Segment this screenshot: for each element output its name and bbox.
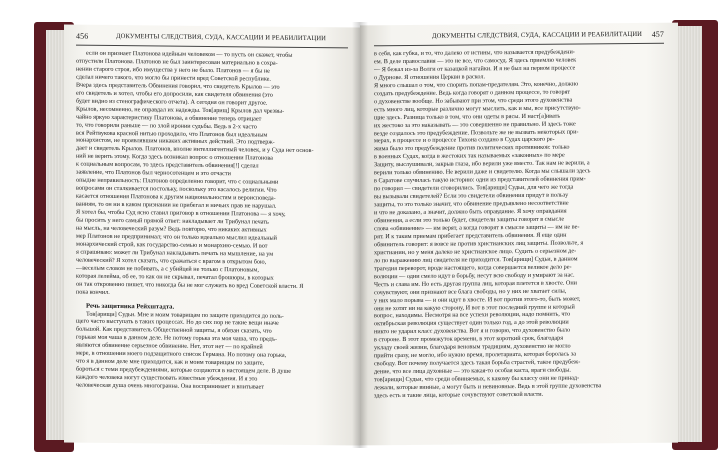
text-line: по говорил — свидетели сговорились. Тов[арищи] Судьи, для чего же тогда bbox=[374, 183, 574, 193]
text-line: к социальным вопросам, то здесь представитель обвинения[!] сделал bbox=[76, 160, 259, 170]
text-line: на мысль, на человеческий разум? Ведь повторю, что никаких активных bbox=[76, 224, 267, 234]
text-line: тов[арищи] Судьи, что среди обвиняемых, к какому бы классу они не принад- bbox=[374, 374, 580, 384]
text-line: везде создалось это предубеждение. Позвольте же не вызвать некоторых при- bbox=[374, 128, 579, 137]
text-line: христианин, но у меня далеко не христианское лицо. Судить о серьезном де- bbox=[374, 247, 577, 257]
text-line: монархистом, не проявлявшим никаких активных действий. Это подтверж- bbox=[76, 137, 275, 147]
text-line: то, что говорили раньше — по злой иронии судьбы. Ведь в 2-х часто bbox=[76, 121, 257, 131]
text-line: лежали, которые винные, а могут быть и невиновные. Ведь в этой группе духовенства bbox=[374, 382, 602, 392]
text-line: вопрос, находимы. Несмотря на все успехи революции, надо помнить, что bbox=[374, 311, 571, 320]
right-body-text bbox=[374, 48, 664, 400]
text-line: у них мало порыва — и они идут в хвосте. И вот против этого-то, быть может, bbox=[374, 295, 581, 304]
text-line: слова «обвинение» — им верят, а когда говорят в смысле защиты — им не ве- bbox=[374, 223, 580, 233]
text-line: Я хотел бы, чтобы Суд ясно ставил приговор в отношении Платонова — я хочу, bbox=[76, 208, 286, 218]
text-line: бороться с теми предубеждениями, которые создаются в настоящем деле. В душе bbox=[76, 365, 291, 375]
text-line: щие здесь. Разница только в том, что они одеты в рясы. И наст[а]ивать bbox=[374, 112, 561, 121]
text-line: Тов[арищи] Судьи. Мне и моим товарищам по защите приходится до поль- bbox=[86, 310, 284, 320]
right-page bbox=[360, 23, 678, 446]
text-line: я спрашиваю: может ли Трибунал накладывать печать на мышление, на ум bbox=[76, 248, 274, 258]
text-line: являются обвинение серьезное обвинение. Нет, этот нет — по крайней bbox=[76, 341, 263, 351]
left-body-text bbox=[76, 50, 348, 393]
text-line: если он признает Платонова идейным человеком — то пусть он скажет, чтобы bbox=[86, 49, 293, 59]
book-gutter bbox=[352, 22, 368, 448]
left-running-head bbox=[76, 31, 348, 43]
text-line: которая лелейма, об ее, то как он не скрывал, печатал брошюры, в которых bbox=[76, 272, 274, 282]
section-heading: Речь защитника Рейхштадта. bbox=[86, 302, 175, 311]
text-line: отпустили Платонова. Платонов не был заинтересован материально в сохра- bbox=[76, 57, 278, 67]
text-line: бы просить у него самый прямой ответ: накладывает ли Трибунал печать bbox=[76, 216, 269, 226]
text-line: обвинитель говорит: я вовсе не против христианских лиц защиты. Позвольте, я bbox=[374, 239, 584, 249]
text-line: пока кончил. bbox=[76, 288, 110, 296]
text-line: Вчера здесь представитель Обвинения говорил, что свидетель Крылов — это bbox=[76, 81, 280, 91]
text-line: октябрьская революция существует один только год, а до этой революции bbox=[374, 318, 569, 328]
text-line: сочувствуют, они признают все блага свободы, но у них не хватает силы, bbox=[374, 287, 567, 296]
text-line: волюции — одни смело идут в борьбу, несут всю свободу и умирают за нас. bbox=[374, 271, 575, 280]
text-line: каждого человека могут существовать известные убеждения. И я это bbox=[76, 373, 258, 383]
text-line: о духовенстве вообще. Но забывают при этом, что среди этого духовенства bbox=[374, 96, 573, 105]
text-line: горькая моя чаша в данном деле. Не потому горька эта моя чаша, что предъ- bbox=[76, 333, 278, 344]
right-page-number: 457 bbox=[651, 29, 664, 39]
text-line: здесь есть и такие лица, которые сочувствуют советской власти. bbox=[374, 390, 544, 400]
text-line: что я в данном деле мне приходится, как и моим товарищам по защите, bbox=[76, 357, 265, 367]
text-line: вопросами он сталкивается постольку, поскольку это касалось религии. Что bbox=[76, 184, 277, 194]
text-line: мерах, в процессе и о процессе Тихона создано в Судах царского ре- bbox=[374, 136, 555, 145]
right-running-head bbox=[372, 29, 664, 40]
right-header-rule bbox=[374, 43, 664, 47]
text-line: — Я бежал из-за Волги от казацкой нагайки. И я не был на первом процессе bbox=[374, 64, 576, 74]
text-line: о Дурнове. Я отношения Церкви в раскол. bbox=[374, 73, 485, 82]
text-line: Честь и слава им. Но есть другая группа лиц, которая плетется в хвосте. Они bbox=[374, 279, 577, 288]
text-line: Я много слышал о том, что спорить попам-предателям. Это, конечно, должно bbox=[374, 80, 579, 90]
text-line: укладу своей жизни, благодаря веновым традициям, духовенство не могло bbox=[374, 342, 571, 352]
text-line: дает и свидетель Крылов. Платонов, вполне интеллигентный человек, и у Суда нет основ- bbox=[76, 145, 314, 155]
left-page bbox=[64, 24, 360, 445]
left-page-number: 456 bbox=[76, 31, 89, 41]
text-line: в Саратове случилась такую историю: одни из представителей обвинения прим- bbox=[374, 175, 586, 185]
text-line: Защиту, выслушивали, закрыв глаза, ибо верили уже вместо. Так нам не верили, а bbox=[374, 159, 590, 169]
text-line: человеческая душа очень многогранна. Она воспринимает и впитывает bbox=[76, 381, 264, 391]
text-line: создать предубеждение. Ведь когда говорят о данном процессе, то говорят bbox=[374, 88, 571, 98]
text-line: мер Платонов не предпринимал; что он только идеально мыслил идеальный bbox=[76, 232, 277, 242]
text-line: Крылов, несомненно, не оправдал их надежды. Тов[арищ] Крылов дал чрезвы- bbox=[76, 105, 285, 115]
text-line: сделал ничего такого, что могло бы принести вред Советской республике. bbox=[76, 73, 271, 83]
text-line: ваниям, то он ни в каком признании не прибегал и ничьих прав не нарушал. bbox=[76, 200, 277, 210]
text-line: свободу. Вот почему получается здесь такая борьба страстей, такое предубеж- bbox=[374, 358, 581, 368]
text-line: ло по выражению лиц свидетеля не приходится. Тов[арищи] Судьи, в данном bbox=[374, 255, 578, 265]
text-line: щего часто выступать в таких процессах. Но до сих пор не такие вещи иначе bbox=[76, 318, 279, 328]
text-line: будет видно из стенографического отчета). А сегодня он говорит другое. bbox=[76, 97, 268, 107]
text-line: его свидетель и хотел, чтобы его допросили, как свидетеля обвинения (это bbox=[76, 89, 273, 99]
left-header-rule bbox=[76, 45, 348, 49]
text-line: ем. В деле православия — это не все, что самосуд. Я здесь приемлю человек bbox=[374, 56, 577, 66]
text-line: чайно яркую характеристику Платонова, а обвинение теперь отрицает bbox=[76, 113, 262, 123]
left-running-title: ДОКУМЕНТЫ СЛЕДСТВИЯ, СУДА, КАССАЦИИ И РЕАБИЛИТАЦИИ bbox=[116, 32, 327, 43]
text-line: касается отношения Платонова к другим национальностям и вероисповеда- bbox=[76, 192, 276, 202]
text-line: он так откровенно пишет, что никогда бы не мог служить во вред Советской власти. Я bbox=[76, 280, 304, 290]
text-line: их жестоко за это наказывать — это совершенно не правильно. И здесь тоже bbox=[374, 120, 576, 129]
text-line: человеческий? Я хотел сказать, что сражаться с врагом в открытом бою, bbox=[76, 256, 267, 266]
text-line: вы вызывали свидетелей? Если это свидетели обвинения придут в пользу bbox=[374, 191, 569, 201]
text-line: есть много лиц, которые различно могут мыслить, как и мы, все присутствую- bbox=[374, 104, 581, 113]
text-line: нении старого строя, ибо имущества у него не было. Платонов — я бы не bbox=[76, 65, 270, 75]
text-line: в военных Судах, когда в жестоких так называемых «законных» по мере bbox=[374, 151, 565, 161]
text-line: большой. Как представитель Общественной защиты, я обязан сказать, что bbox=[76, 325, 272, 336]
text-line: верили только обвинению. Не верили даже и свидетелю. Когда мы слышали здесь bbox=[374, 167, 591, 177]
text-line: в себя, как губка, и то, что далеко от истины, что называется предубеждени- bbox=[374, 48, 575, 58]
text-line: прийти сразу, не могло, ибо нужно время, пролетариата, которая боролась за bbox=[374, 350, 576, 360]
text-line: в стороне. В этот промежуток времени, в этот короткий срок, благодаря bbox=[374, 334, 564, 344]
text-line: никто не ударил класс духовенства. Вот я и говорю, что духовенство было bbox=[374, 326, 571, 336]
text-line: жима было это предубеждение против политических противников: только bbox=[374, 143, 570, 153]
text-line: обвинения, а если это только будет, свидетели защиты говорят в смысле bbox=[374, 215, 565, 225]
text-line: ний не верить этому. Когда здесь возникал вопрос о отношении Платонова bbox=[76, 152, 273, 163]
page-edges-right bbox=[676, 26, 702, 442]
text-line: защиты, то это только значит, что обвинение предъявлено несоответствие bbox=[374, 199, 569, 209]
text-line: опыдне неправильность: Платонов определенно говорит, что с социальными bbox=[76, 176, 279, 186]
text-line: и что не доказано, а значит, должно быть оправдание. Я хочу оправдания bbox=[374, 207, 567, 217]
text-line: заявление, что Платонов был черносотенцем и это отчасти bbox=[76, 168, 231, 178]
text-line: рят. И к таким приемам прибегает представитель обвинения. Я еще один bbox=[374, 231, 567, 241]
text-line: вся Рейтвукова красной нитью проходило, что Платонов был идеальным bbox=[76, 129, 268, 139]
text-line: они не хотят ни на какую сторону, И вот в этот последний группе и который bbox=[374, 303, 575, 312]
text-line: монархический строй, как государство-семью и монархию-семью. И вот bbox=[76, 240, 268, 250]
right-running-title: ДОКУМЕНТЫ СЛЕДСТВИЯ, СУДА, КАССАЦИИ И РЕАБИЛИТАЦИИ bbox=[432, 30, 643, 40]
text-line: дение, что все лица духовные — это какая-то особая каста, враги свободы. bbox=[374, 366, 571, 376]
text-line: мере, в отношении моего подзащитного список Германа. Но потому она горька, bbox=[76, 349, 287, 360]
text-line: —веселым словом не побивать, а с убийцей не только с Платоновым, bbox=[76, 264, 259, 274]
text-line: трагедия переворот, вроде настоящего, когда совершается великое дело ре- bbox=[374, 263, 572, 272]
